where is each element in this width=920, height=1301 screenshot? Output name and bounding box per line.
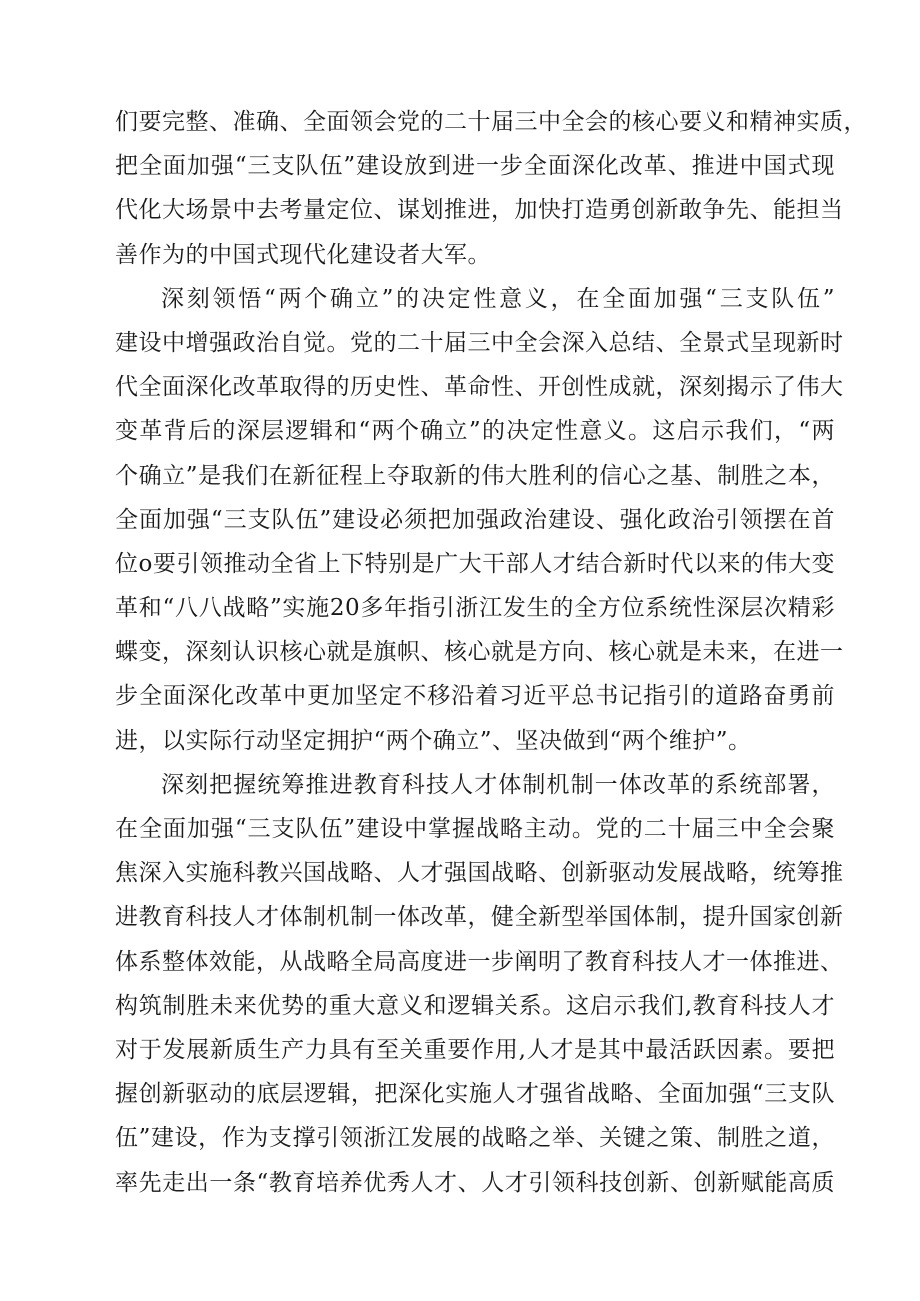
text-line: 握创新驱动的底层逻辑，把深化实施人才强省战略、全面加强“三支队 — [115, 1081, 835, 1108]
text-line: 进，以实际行动坚定拥护“两个确立”、坚决做到“两个维护”。 — [115, 727, 752, 754]
text-line: 善作为的中国式现代化建设者大军。 — [115, 241, 491, 268]
text-line: 率先走出一条“教育培养优秀人才、人才引领科技创新、创新赋能高质 — [115, 1169, 835, 1196]
paragraph-first-line: 深刻把握统筹推进教育科技人才体制机制一体改革的系统部署， — [161, 771, 835, 798]
text-line: 代全面深化改革取得的历史性、革命性、开创性成就，深刻揭示了伟大 — [115, 374, 844, 401]
text-line: 全面加强“三支队伍”建设必须把加强政治建设、强化政治引领摆在首 — [115, 506, 835, 533]
text-line: 把全面加强“三支队伍”建设放到进一步全面深化改革、推进中国式现 — [115, 153, 835, 180]
text-line: 对于发展新质生产力具有至关重要作用,人才是其中最活跃因素。要把 — [115, 1036, 835, 1063]
text-line: 个确立”是我们在新征程上夺取新的伟大胜利的信心之基、制胜之本， — [115, 462, 835, 489]
text-line: 步全面深化改革中更加坚定不移沿着习近平总书记指引的道路奋勇前 — [115, 683, 835, 710]
text-line: 伍”建设，作为支撑引领浙江发展的战略之举、关键之策、制胜之道， — [115, 1125, 835, 1152]
text-line: 们要完整、准确、全面领会党的二十届三中全会的核心要义和精神实质， — [115, 109, 867, 135]
text-line: 革和“八八战略”实施20多年指引浙江发生的全方位系统性深层次精彩 — [115, 595, 835, 622]
text-line: 构筑制胜未来优势的重大意义和逻辑关系。这启示我们,教育科技人才 — [115, 992, 835, 1019]
text-line: 建设中增强政治自觉。党的二十届三中全会深入总结、全景式呈现新时 — [115, 329, 844, 356]
text-line: 焦深入实施科教兴国战略、人才强国战略、创新驱动发展战略，统筹推 — [115, 860, 844, 887]
text-line: 蝶变，深刻认识核心就是旗帜、核心就是方向、核心就是未来，在进一 — [115, 639, 844, 666]
paragraph-first-line: 深刻领悟“两个确立”的决定性意义，在全面加强“三支队伍” — [161, 285, 835, 312]
text-line: 在全面加强“三支队伍”建设中掌握战略主动。党的二十届三中全会聚 — [115, 816, 835, 842]
text-line: 进教育科技人才体制机制一体改革，健全新型举国体制，提升国家创新 — [115, 904, 844, 931]
text-line: 位o要引领推动全省上下特别是广大干部人才结合新时代以来的伟大变 — [115, 550, 835, 577]
text-line: 变革背后的深层逻辑和“两个确立”的决定性意义。这启示我们，“两 — [115, 418, 835, 445]
body-text — [115, 100, 867, 1205]
text-line: 体系整体效能，从战略全局高度进一步阐明了教育科技人才一体推进、 — [115, 948, 844, 975]
text-line: 代化大场景中去考量定位、谋划推进，加快打造勇创新敢争先、能担当 — [115, 197, 844, 224]
